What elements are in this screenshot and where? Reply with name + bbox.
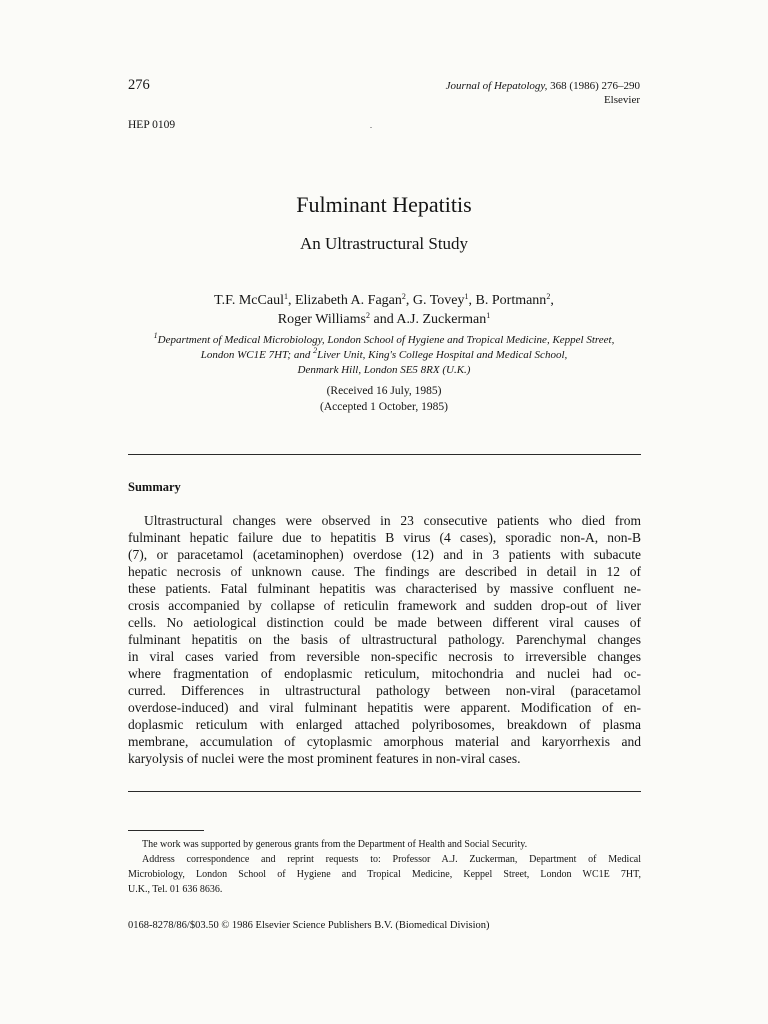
summary-line: where fragmentation of endoplasmic reticulum, mitochondria and nuclei had oc- [128, 666, 641, 681]
footnotes [128, 837, 641, 897]
affiliation-marker: 2 [546, 292, 551, 301]
article-subtitle: An Ultrastructural Study [299, 234, 469, 253]
summary-line: karyolysis of nuclei were the most prominent features in non-viral cases. [128, 751, 521, 766]
received-date: (Received 16 July, 1985) [326, 385, 442, 397]
affiliation-text: Liver Unit, King's College Hospital and Medical School, [317, 349, 568, 361]
article-code: HEP 0109 [128, 119, 176, 131]
summary-line: membrane, accumulation of cytoplasmic amorphous material and karyorrhexis and [128, 734, 641, 749]
copyright-line: 0168-8278/86/$03.50 © 1986 Elsevier Science Publishers B.V. (Biomedical Division) [128, 920, 490, 931]
summary-line: fulminant hepatitis on the basis of ultrastructural pathology. Parenchymal changes [128, 632, 641, 647]
footnote-funding: The work was supported by generous grants from the Department of Health and Social Security. [142, 839, 528, 850]
summary-bottom-rule [128, 791, 641, 792]
affiliation-text: London WC1E 7HT; and [200, 349, 314, 361]
journal-citation-line [446, 79, 640, 93]
summary-line: (7), or paracetamol (acetaminophen) overdose (12) and in 3 patients with subacute [128, 547, 641, 562]
summary-line: crosis accompanied by collapse of reticulin framework and sudden drop-out of liver [128, 598, 641, 613]
journal-name: Journal of Hepatology, [445, 80, 548, 92]
journal-volume-pages: 368 (1986) 276–290 [550, 80, 640, 92]
summary-line: fulminant hepatic failure due to hepatitis B virus (4 cases), sporadic non-A, non-B [128, 530, 641, 545]
author-name: Roger Williams [277, 312, 366, 327]
footnote-correspondence: Address correspondence and reprint requests to: Professor A.J. Zuckerman, Department of Medical [142, 854, 641, 865]
affiliation-marker: 1 [486, 311, 491, 320]
accepted-date: (Accepted 1 October, 1985) [320, 401, 448, 413]
summary-top-rule [128, 454, 641, 455]
author-name: , Elizabeth A. Fagan [287, 293, 402, 308]
affiliation-line-1 [0, 331, 768, 346]
affiliation-marker: 2 [313, 346, 318, 355]
scan-speck [370, 127, 372, 128]
author-name: and A.J. Zuckerman [369, 312, 487, 327]
footnote-rule [128, 830, 204, 831]
affiliation-marker: 2 [401, 292, 406, 301]
summary-line: doplasmic reticulum with enlarged attached polyribosomes, breakdown of plasma [128, 717, 641, 732]
affiliation-line-2 [0, 346, 768, 361]
affiliation-marker: 1 [464, 292, 469, 301]
summary-line: hepatic necrosis of unknown cause. The findings are described in detail in 12 of [128, 564, 641, 579]
summary-line: Ultrastructural changes were observed in 23 consecutive patients who died from [144, 513, 641, 528]
summary-line: overdose-induced) and viral fulminant hepatitis were apparent. Modification of en- [128, 700, 641, 715]
footnote-correspondence: U.K., Tel. 01 636 8636. [128, 884, 223, 895]
page-number: 276 [128, 77, 150, 93]
publisher-name: Elsevier [603, 94, 640, 106]
summary-line: curred. Differences in ultrastructural pathology between non-viral (paracetamol [128, 683, 641, 698]
author-name: , G. Tovey [405, 293, 465, 308]
summary-line: these patients. Fatal fulminant hepatitis was characterised by massive confluent ne- [128, 581, 641, 596]
summary-line: cells. No aetiological distinction could be made between different viral causes of [128, 615, 641, 630]
author-name: T.F. McCaul [214, 293, 284, 308]
journal-reference [446, 79, 640, 107]
affiliation-marker: 1 [283, 292, 288, 301]
author-name: , B. Portmann [468, 293, 547, 308]
author-list-line-1: T.F. McCaul$^1$, Elizabeth A. Fagan$^2$, G. Tovey$^1$, B. Portmann$^2$, [214, 292, 554, 308]
article-title: Fulminant Hepatitis [296, 192, 472, 217]
author-list-line-2 [0, 312, 768, 328]
summary-line: in viral cases varied from reversible non-specific necrosis to irreversible changes [128, 649, 641, 664]
affiliation-marker: 2 [365, 311, 370, 320]
footnote-correspondence: Microbiology, London School of Hygiene and Tropical Medicine, Keppel Street, London WC1E 7HT, [128, 869, 641, 880]
summary-body [128, 512, 641, 767]
affiliation-line-3: Denmark Hill, London SE5 8RX (U.K.) [297, 364, 471, 376]
summary-heading: Summary [128, 480, 181, 494]
affiliation-marker: 1 [153, 331, 158, 340]
affiliation-text: Department of Medical Microbiology, London School of Hygiene and Tropical Medicine, Keppel Street, [157, 334, 615, 346]
